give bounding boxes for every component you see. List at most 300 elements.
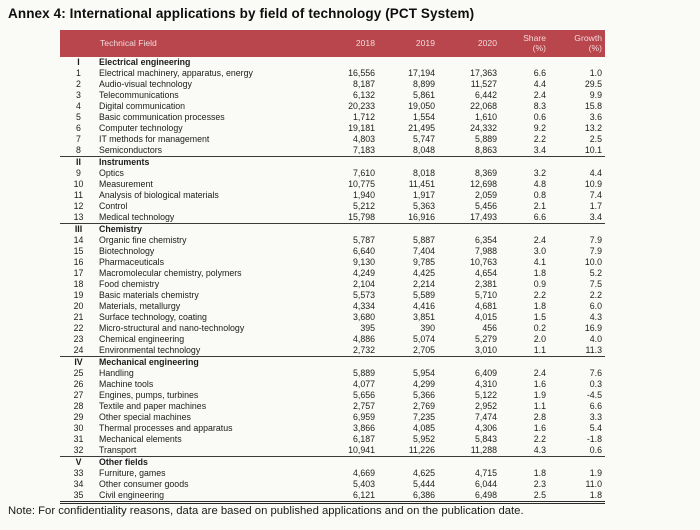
value-2020: 5,843: [474, 434, 497, 444]
value-2019: 5,861: [412, 90, 435, 100]
page-title: Annex 4: International applications by field of technology (PCT System): [8, 6, 475, 21]
growth-percent: -4.5: [586, 390, 602, 400]
table-row: [60, 423, 605, 434]
table-row: [60, 134, 605, 145]
row-number: 5: [76, 112, 81, 122]
share-percent: 1.8: [533, 301, 546, 311]
value-2019: 5,366: [412, 390, 435, 400]
value-2019: 5,887: [412, 235, 435, 245]
value-2020: 17,493: [438, 212, 500, 224]
share-percent: 0.8: [533, 190, 546, 200]
value-2018: 4,077: [352, 379, 375, 389]
value-2019: 7,235: [412, 412, 435, 422]
value-2020: 5,279: [474, 334, 497, 344]
growth-percent: 13.2: [584, 123, 602, 133]
row-number: 25: [73, 368, 84, 378]
growth-percent: 4.3: [589, 312, 602, 322]
value-2020: 6,442: [474, 90, 497, 100]
value-2019: 4,416: [412, 301, 435, 311]
share-percent: 1.6: [533, 379, 546, 389]
section-label: Mechanical engineering: [99, 357, 199, 367]
share-percent: 1.1: [500, 345, 549, 357]
value-2020: 5,889: [474, 134, 497, 144]
value-2018: 1,940: [352, 190, 375, 200]
share-percent: 4.1: [533, 257, 546, 267]
table-row: [60, 123, 605, 134]
value-2019: 1,917: [412, 190, 435, 200]
technical-field-name: Electrical machinery, apparatus, energy: [99, 68, 253, 78]
footnote: Note: For confidentiality reasons, data are based on published applications and on the publication date.: [8, 505, 524, 517]
row-number: 30: [73, 423, 84, 433]
value-2019: 5,363: [412, 201, 435, 211]
growth-percent: 3.4: [549, 212, 605, 224]
section-row: [60, 157, 605, 169]
value-2019: 5,074: [412, 334, 435, 344]
technical-field-name: Basic communication processes: [99, 112, 225, 122]
value-2020: 4,306: [474, 423, 497, 433]
value-2019: 2,214: [412, 279, 435, 289]
technical-field-name: Furniture, games: [99, 468, 166, 478]
growth-percent: 10.1: [549, 145, 605, 157]
row-number: 23: [73, 334, 84, 344]
share-percent: 0.9: [533, 279, 546, 289]
value-2018: 2,104: [352, 279, 375, 289]
table-row: [60, 235, 605, 246]
technical-field-name: Medical technology: [97, 212, 320, 224]
value-2019: 8,048: [378, 145, 438, 157]
technical-field-name: Thermal processes and apparatus: [99, 423, 233, 433]
technical-field-name: Materials, metallurgy: [99, 301, 181, 311]
value-2018: 4,249: [352, 268, 375, 278]
value-2019: 5,444: [412, 479, 435, 489]
value-2018: 10,941: [320, 445, 378, 457]
share-percent: 0.2: [533, 323, 546, 333]
section-numeral: IV: [74, 357, 83, 367]
technology-fields-table: [60, 30, 605, 504]
column-header-2018: 2018: [320, 30, 378, 57]
share-percent: 2.8: [533, 412, 546, 422]
growth-percent: 6.6: [589, 401, 602, 411]
section-numeral: II: [76, 157, 81, 167]
value-2019: 4,425: [412, 268, 435, 278]
table-row: [60, 145, 605, 157]
technical-field-name: Transport: [97, 445, 320, 457]
value-2018: 9,130: [352, 257, 375, 267]
row-number: 9: [76, 168, 81, 178]
value-2019: 2,769: [412, 401, 435, 411]
value-2020: 6,409: [474, 368, 497, 378]
share-percent: 2.4: [533, 235, 546, 245]
growth-percent: 15.8: [584, 101, 602, 111]
value-2019: 5,954: [412, 368, 435, 378]
column-header-growth: [549, 30, 605, 57]
technical-field-name: Macromolecular chemistry, polymers: [99, 268, 242, 278]
growth-percent: 5.4: [589, 423, 602, 433]
share-percent: 0.6: [533, 112, 546, 122]
technical-field-name: Control: [99, 201, 128, 211]
value-2019: 5,747: [412, 134, 435, 144]
row-number: 21: [73, 312, 84, 322]
value-2020: 12,698: [470, 179, 497, 189]
column-header-technical-field: Technical Field: [60, 30, 320, 57]
technical-field-name: Other consumer goods: [99, 479, 189, 489]
growth-percent: 3.3: [589, 412, 602, 422]
column-header-2020: 2020: [438, 30, 500, 57]
table-row: [60, 179, 605, 190]
section-row: [60, 357, 605, 369]
value-2020: 1,610: [474, 112, 497, 122]
value-2018: 20,233: [348, 101, 375, 111]
value-2020: 3,010: [438, 345, 500, 357]
value-2018: 395: [360, 323, 375, 333]
technical-field-name: Biotechnology: [99, 246, 155, 256]
growth-percent: 29.5: [584, 79, 602, 89]
row-number: 29: [73, 412, 84, 422]
section-numeral: III: [74, 224, 83, 234]
growth-percent: 0.6: [549, 445, 605, 457]
value-2018: 16,556: [348, 68, 375, 78]
technical-field-name: Digital communication: [99, 101, 186, 111]
table-header-row: [60, 30, 605, 57]
section-row: [60, 57, 605, 68]
value-2019: 5,952: [412, 434, 435, 444]
share-percent: 1.1: [533, 401, 546, 411]
share-percent: 4.8: [533, 179, 546, 189]
growth-percent: 0.3: [589, 379, 602, 389]
share-header-line2: (%): [532, 42, 546, 53]
share-header-line1: Share: [523, 33, 546, 43]
row-number: 2: [76, 79, 81, 89]
value-2018: 5,787: [352, 235, 375, 245]
table-row: [60, 323, 605, 334]
technical-field-name: Computer technology: [99, 123, 183, 133]
share-percent: 8.3: [533, 101, 546, 111]
technical-field-name: Basic materials chemistry: [99, 290, 199, 300]
value-2020: 2,059: [474, 190, 497, 200]
table-row: [60, 246, 605, 257]
table-row: [60, 434, 605, 445]
share-percent: 2.0: [533, 334, 546, 344]
section-label: Electrical engineering: [99, 57, 191, 67]
growth-header-line1: Growth: [574, 33, 602, 43]
table-row: [60, 368, 605, 379]
row-number: 15: [73, 246, 84, 256]
technical-field-name: Pharmaceuticals: [99, 257, 165, 267]
share-percent: 2.5: [500, 490, 549, 503]
value-2018: 5,656: [352, 390, 375, 400]
value-2018: 2,757: [352, 401, 375, 411]
share-percent: 3.0: [533, 246, 546, 256]
share-percent: 6.6: [500, 212, 549, 224]
share-percent: 1.8: [533, 268, 546, 278]
row-number: 12: [73, 201, 84, 211]
value-2020: 7,988: [474, 246, 497, 256]
value-2018: 19,181: [348, 123, 375, 133]
technical-field-name: Chemical engineering: [99, 334, 185, 344]
row-number: 31: [73, 434, 84, 444]
row-number: 14: [73, 235, 84, 245]
table-row: [60, 79, 605, 90]
row-number: 20: [73, 301, 84, 311]
row-number: 26: [73, 379, 84, 389]
section-row: [60, 224, 605, 236]
row-number: 10: [73, 179, 84, 189]
technical-field-name: IT methods for management: [99, 134, 210, 144]
table-row: [60, 212, 605, 224]
section-label: Chemistry: [99, 224, 143, 234]
growth-percent: 4.4: [589, 168, 602, 178]
growth-percent: 3.6: [589, 112, 602, 122]
value-2018: 8,187: [352, 79, 375, 89]
technical-field-name: Optics: [99, 168, 124, 178]
share-percent: 3.2: [533, 168, 546, 178]
value-2018: 3,680: [352, 312, 375, 322]
value-2020: 10,763: [470, 257, 497, 267]
share-percent: 2.4: [533, 90, 546, 100]
value-2019: 4,299: [412, 379, 435, 389]
row-number: 22: [73, 323, 84, 333]
row-number: 3: [76, 90, 81, 100]
section-label: Instruments: [99, 157, 150, 167]
table-body: [60, 57, 605, 503]
value-2020: 6,498: [438, 490, 500, 503]
value-2020: 17,363: [470, 68, 497, 78]
value-2019: 2,705: [378, 345, 438, 357]
value-2018: 6,640: [352, 246, 375, 256]
growth-percent: 7.5: [589, 279, 602, 289]
table-row: [60, 168, 605, 179]
technical-field-name: Food chemistry: [99, 279, 160, 289]
share-percent: 2.4: [533, 368, 546, 378]
table-row: [60, 379, 605, 390]
growth-percent: 4.0: [589, 334, 602, 344]
table-row: [60, 301, 605, 312]
technical-field-name: Telecommunications: [99, 90, 179, 100]
table-row: [60, 468, 605, 479]
value-2020: 24,332: [470, 123, 497, 133]
table-row: [60, 101, 605, 112]
value-2019: 9,785: [412, 257, 435, 267]
table-row: [60, 401, 605, 412]
value-2018: 4,886: [352, 334, 375, 344]
growth-percent: 7.4: [589, 190, 602, 200]
value-2019: 8,899: [412, 79, 435, 89]
value-2018: 3,866: [352, 423, 375, 433]
technical-field-name: Measurement: [99, 179, 153, 189]
value-2019: 21,495: [408, 123, 435, 133]
share-percent: 4.3: [500, 445, 549, 457]
table-row: [60, 112, 605, 123]
value-2018: 7,610: [352, 168, 375, 178]
technical-field-name: Analysis of biological materials: [99, 190, 219, 200]
table-row: [60, 490, 605, 503]
row-number: 4: [76, 101, 81, 111]
value-2020: 11,527: [470, 79, 497, 89]
value-2019: 8,018: [412, 168, 435, 178]
growth-percent: 1.0: [589, 68, 602, 78]
technical-field-name: Engines, pumps, turbines: [99, 390, 199, 400]
share-percent: 1.9: [533, 390, 546, 400]
table-row: [60, 334, 605, 345]
value-2020: 2,381: [474, 279, 497, 289]
growth-percent: -1.8: [586, 434, 602, 444]
growth-percent: 1.9: [589, 468, 602, 478]
table-row: [60, 68, 605, 79]
value-2018: 7,183: [320, 145, 378, 157]
value-2020: 22,068: [470, 101, 497, 111]
technical-field-name: Machine tools: [99, 379, 154, 389]
share-percent: 1.8: [533, 468, 546, 478]
value-2020: 5,122: [474, 390, 497, 400]
value-2020: 6,354: [474, 235, 497, 245]
growth-percent: 11.0: [585, 479, 602, 489]
row-number: 7: [76, 134, 81, 144]
value-2020: 4,654: [474, 268, 497, 278]
value-2020: 2,952: [474, 401, 497, 411]
value-2018: 5,403: [352, 479, 375, 489]
value-2019: 1,554: [412, 112, 435, 122]
column-header-2019: 2019: [378, 30, 438, 57]
technical-field-name: Handling: [99, 368, 134, 378]
section-numeral: I: [77, 57, 80, 67]
share-percent: 9.2: [533, 123, 546, 133]
value-2018: 6,959: [352, 412, 375, 422]
row-number: 28: [73, 401, 84, 411]
value-2018: 10,775: [348, 179, 375, 189]
row-number: 13: [60, 212, 97, 224]
value-2018: 6,187: [352, 434, 375, 444]
value-2018: 15,798: [320, 212, 378, 224]
row-number: 19: [73, 290, 84, 300]
technical-field-name: Semiconductors: [97, 145, 320, 157]
table-row: [60, 412, 605, 423]
section-label: Other fields: [99, 457, 148, 467]
value-2018: 5,212: [352, 201, 375, 211]
value-2020: 6,044: [474, 479, 497, 489]
value-2018: 4,803: [352, 134, 375, 144]
value-2019: 4,085: [412, 423, 435, 433]
value-2018: 4,669: [352, 468, 375, 478]
table-row: [60, 257, 605, 268]
value-2019: 19,050: [408, 101, 435, 111]
table-row: [60, 190, 605, 201]
row-number: 33: [73, 468, 84, 478]
technical-field-name: Organic fine chemistry: [99, 235, 187, 245]
value-2019: 5,589: [412, 290, 435, 300]
share-percent: 6.6: [533, 68, 546, 78]
share-percent: 2.2: [533, 290, 546, 300]
share-percent: 4.4: [533, 79, 546, 89]
technical-field-name: Textile and paper machines: [99, 401, 207, 411]
value-2020: 8,369: [474, 168, 497, 178]
table-row: [60, 312, 605, 323]
row-number: 27: [73, 390, 84, 400]
value-2018: 6,132: [352, 90, 375, 100]
growth-percent: 7.6: [589, 368, 602, 378]
row-number: 24: [60, 345, 97, 357]
row-number: 17: [73, 268, 84, 278]
value-2020: 4,015: [474, 312, 497, 322]
value-2019: 16,916: [378, 212, 438, 224]
row-number: 34: [73, 479, 84, 489]
row-number: 32: [60, 445, 97, 457]
table-row: [60, 290, 605, 301]
technical-field-name: Other special machines: [99, 412, 191, 422]
value-2020: 5,456: [474, 201, 497, 211]
share-percent: 2.2: [533, 134, 546, 144]
share-percent: 2.2: [533, 434, 546, 444]
table-row: [60, 279, 605, 290]
table-header: [60, 30, 605, 57]
value-2019: 11,226: [378, 445, 438, 457]
row-number: 8: [60, 145, 97, 157]
share-percent: 2.1: [533, 201, 546, 211]
technical-field-name: Environmental technology: [97, 345, 320, 357]
row-number: 16: [73, 257, 84, 267]
table-row: [60, 479, 605, 490]
growth-percent: 7.9: [589, 235, 602, 245]
share-percent: 3.4: [500, 145, 549, 157]
value-2018: 6,121: [320, 490, 378, 503]
section-row: [60, 457, 605, 469]
growth-percent: 7.9: [589, 246, 602, 256]
row-number: 6: [76, 123, 81, 133]
value-2018: 1,712: [352, 112, 375, 122]
row-number: 18: [73, 279, 84, 289]
value-2018: 5,573: [352, 290, 375, 300]
value-2020: 4,310: [474, 379, 497, 389]
growth-percent: 10.0: [584, 257, 602, 267]
value-2019: 11,451: [408, 179, 435, 189]
row-number: 1: [76, 68, 81, 78]
share-percent: 1.5: [533, 312, 546, 322]
value-2020: 11,288: [438, 445, 500, 457]
growth-percent: 5.2: [589, 268, 602, 278]
table-row: [60, 390, 605, 401]
growth-header-line2: (%): [588, 42, 602, 53]
value-2020: 7,474: [474, 412, 497, 422]
table-row: [60, 201, 605, 212]
table-row: [60, 445, 605, 457]
value-2020: 4,715: [474, 468, 497, 478]
section-numeral: V: [75, 457, 82, 467]
growth-percent: 6.0: [589, 301, 602, 311]
share-percent: 1.6: [533, 423, 546, 433]
value-2019: 390: [420, 323, 435, 333]
value-2018: 5,889: [352, 368, 375, 378]
growth-percent: 1.8: [549, 490, 605, 503]
value-2020: 8,863: [438, 145, 500, 157]
share-percent: 2.3: [533, 479, 546, 489]
table-row: [60, 345, 605, 357]
row-number: 35: [60, 490, 97, 503]
growth-percent: 1.7: [589, 201, 602, 211]
technical-field-name: Mechanical elements: [99, 434, 182, 444]
value-2019: 4,625: [412, 468, 435, 478]
value-2020: 5,710: [474, 290, 497, 300]
growth-percent: 2.5: [589, 134, 602, 144]
value-2018: 2,732: [320, 345, 378, 357]
technical-field-name: Surface technology, coating: [99, 312, 207, 322]
technical-field-name: Civil engineering: [97, 490, 320, 503]
value-2018: 4,334: [352, 301, 375, 311]
value-2019: 17,194: [408, 68, 435, 78]
growth-percent: 11.3: [549, 345, 605, 357]
growth-percent: 10.9: [584, 179, 602, 189]
value-2019: 6,386: [378, 490, 438, 503]
table-row: [60, 268, 605, 279]
growth-percent: 2.2: [589, 290, 602, 300]
